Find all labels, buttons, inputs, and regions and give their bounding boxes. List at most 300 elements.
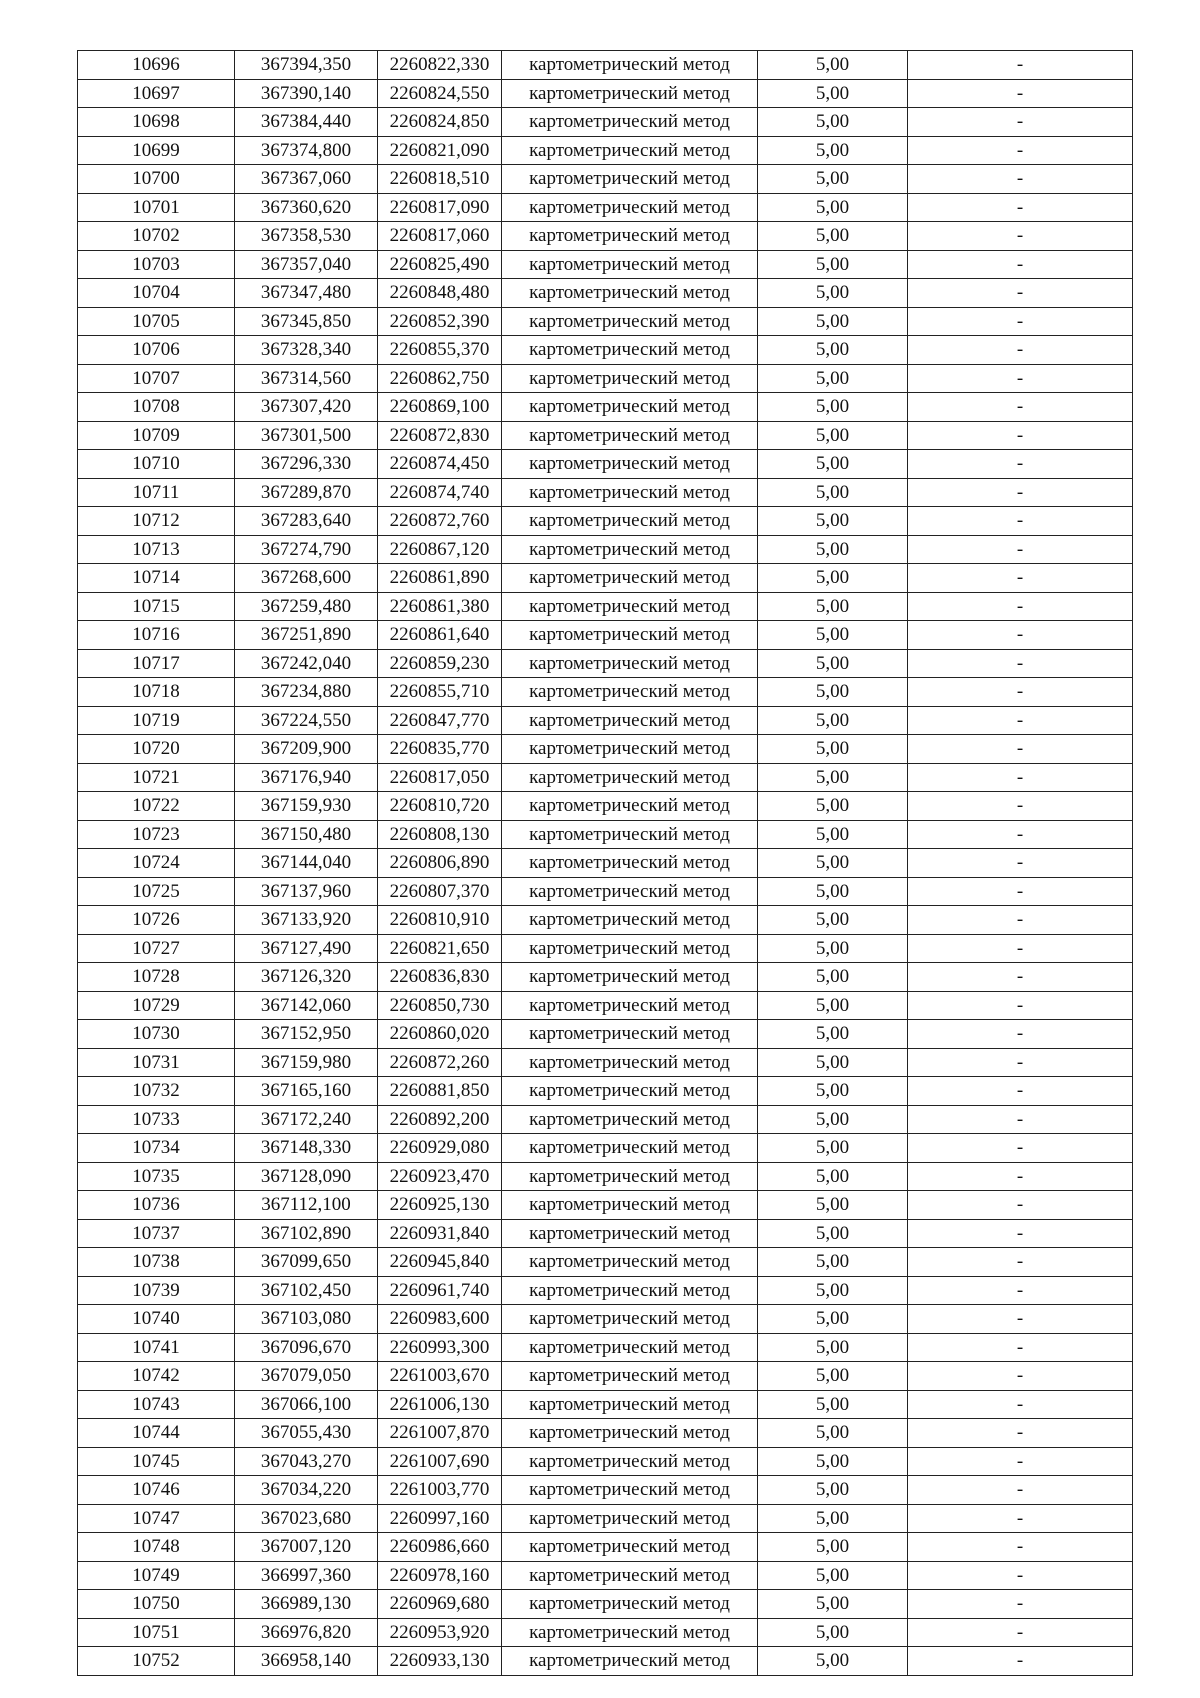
- method-cell: картометрический метод: [502, 564, 758, 593]
- accuracy-cell: 5,00: [758, 336, 908, 365]
- method-cell: картометрический метод: [502, 1333, 758, 1362]
- description-cell: -: [908, 1191, 1133, 1220]
- x-coordinate-cell: 367127,490: [235, 934, 378, 963]
- point-number-cell: 10728: [78, 963, 235, 992]
- table-row: [78, 393, 1133, 422]
- y-coordinate-cell: 2260822,330: [378, 51, 502, 80]
- y-coordinate-cell: 2260945,840: [378, 1248, 502, 1277]
- x-coordinate-cell: 367150,480: [235, 820, 378, 849]
- x-coordinate-cell: 367159,980: [235, 1048, 378, 1077]
- method-cell: картометрический метод: [502, 507, 758, 536]
- y-coordinate-cell: 2260869,100: [378, 393, 502, 422]
- table-row: [78, 51, 1133, 80]
- method-cell: картометрический метод: [502, 51, 758, 80]
- x-coordinate-cell: 367099,650: [235, 1248, 378, 1277]
- point-number-cell: 10708: [78, 393, 235, 422]
- method-cell: картометрический метод: [502, 1590, 758, 1619]
- description-cell: -: [908, 108, 1133, 137]
- description-cell: -: [908, 963, 1133, 992]
- accuracy-cell: 5,00: [758, 1561, 908, 1590]
- method-cell: картометрический метод: [502, 1276, 758, 1305]
- x-coordinate-cell: 367172,240: [235, 1105, 378, 1134]
- x-coordinate-cell: 367102,450: [235, 1276, 378, 1305]
- point-number-cell: 10704: [78, 279, 235, 308]
- point-number-cell: 10705: [78, 307, 235, 336]
- point-number-cell: 10727: [78, 934, 235, 963]
- description-cell: -: [908, 934, 1133, 963]
- y-coordinate-cell: 2260862,750: [378, 364, 502, 393]
- accuracy-cell: 5,00: [758, 763, 908, 792]
- y-coordinate-cell: 2260860,020: [378, 1020, 502, 1049]
- x-coordinate-cell: 367066,100: [235, 1390, 378, 1419]
- accuracy-cell: 5,00: [758, 478, 908, 507]
- point-number-cell: 10714: [78, 564, 235, 593]
- accuracy-cell: 5,00: [758, 991, 908, 1020]
- accuracy-cell: 5,00: [758, 1590, 908, 1619]
- accuracy-cell: 5,00: [758, 1276, 908, 1305]
- y-coordinate-cell: 2260810,720: [378, 792, 502, 821]
- point-number-cell: 10744: [78, 1419, 235, 1448]
- table-row: [78, 678, 1133, 707]
- description-cell: -: [908, 421, 1133, 450]
- y-coordinate-cell: 2260925,130: [378, 1191, 502, 1220]
- y-coordinate-cell: 2260847,770: [378, 706, 502, 735]
- accuracy-cell: 5,00: [758, 1048, 908, 1077]
- x-coordinate-cell: 367347,480: [235, 279, 378, 308]
- description-cell: -: [908, 279, 1133, 308]
- table-row: [78, 906, 1133, 935]
- y-coordinate-cell: 2260986,660: [378, 1533, 502, 1562]
- method-cell: картометрический метод: [502, 421, 758, 450]
- method-cell: картометрический метод: [502, 1419, 758, 1448]
- table-row: [78, 1647, 1133, 1676]
- accuracy-cell: 5,00: [758, 1447, 908, 1476]
- method-cell: картометрический метод: [502, 1134, 758, 1163]
- table-row: [78, 1390, 1133, 1419]
- method-cell: картометрический метод: [502, 1504, 758, 1533]
- x-coordinate-cell: 367328,340: [235, 336, 378, 365]
- accuracy-cell: 5,00: [758, 621, 908, 650]
- table-row: [78, 79, 1133, 108]
- point-number-cell: 10743: [78, 1390, 235, 1419]
- table-row: [78, 849, 1133, 878]
- table-row: [78, 136, 1133, 165]
- y-coordinate-cell: 2260861,380: [378, 592, 502, 621]
- y-coordinate-cell: 2260953,920: [378, 1618, 502, 1647]
- point-number-cell: 10750: [78, 1590, 235, 1619]
- description-cell: -: [908, 1476, 1133, 1505]
- x-coordinate-cell: 367159,930: [235, 792, 378, 821]
- accuracy-cell: 5,00: [758, 1333, 908, 1362]
- method-cell: картометрический метод: [502, 1219, 758, 1248]
- description-cell: -: [908, 991, 1133, 1020]
- description-cell: -: [908, 507, 1133, 536]
- x-coordinate-cell: 367384,440: [235, 108, 378, 137]
- method-cell: картометрический метод: [502, 108, 758, 137]
- accuracy-cell: 5,00: [758, 421, 908, 450]
- accuracy-cell: 5,00: [758, 1362, 908, 1391]
- method-cell: картометрический метод: [502, 792, 758, 821]
- table-row: [78, 934, 1133, 963]
- accuracy-cell: 5,00: [758, 735, 908, 764]
- y-coordinate-cell: 2261003,670: [378, 1362, 502, 1391]
- description-cell: -: [908, 621, 1133, 650]
- accuracy-cell: 5,00: [758, 307, 908, 336]
- table-row: [78, 1618, 1133, 1647]
- accuracy-cell: 5,00: [758, 1504, 908, 1533]
- table-row: [78, 1419, 1133, 1448]
- x-coordinate-cell: 367144,040: [235, 849, 378, 878]
- point-number-cell: 10732: [78, 1077, 235, 1106]
- method-cell: картометрический метод: [502, 222, 758, 251]
- y-coordinate-cell: 2260850,730: [378, 991, 502, 1020]
- accuracy-cell: 5,00: [758, 165, 908, 194]
- point-number-cell: 10725: [78, 877, 235, 906]
- description-cell: -: [908, 1362, 1133, 1391]
- description-cell: -: [908, 1134, 1133, 1163]
- method-cell: картометрический метод: [502, 1533, 758, 1562]
- y-coordinate-cell: 2260867,120: [378, 535, 502, 564]
- table-row: [78, 991, 1133, 1020]
- description-cell: -: [908, 250, 1133, 279]
- x-coordinate-cell: 367096,670: [235, 1333, 378, 1362]
- description-cell: -: [908, 1533, 1133, 1562]
- x-coordinate-cell: 367079,050: [235, 1362, 378, 1391]
- x-coordinate-cell: 366997,360: [235, 1561, 378, 1590]
- method-cell: картометрический метод: [502, 364, 758, 393]
- description-cell: -: [908, 1447, 1133, 1476]
- x-coordinate-cell: 367133,920: [235, 906, 378, 935]
- table-row: [78, 250, 1133, 279]
- x-coordinate-cell: 367390,140: [235, 79, 378, 108]
- table-row: [78, 1191, 1133, 1220]
- description-cell: -: [908, 1333, 1133, 1362]
- accuracy-cell: 5,00: [758, 535, 908, 564]
- point-number-cell: 10739: [78, 1276, 235, 1305]
- accuracy-cell: 5,00: [758, 1305, 908, 1334]
- accuracy-cell: 5,00: [758, 250, 908, 279]
- table-row: [78, 1333, 1133, 1362]
- description-cell: -: [908, 450, 1133, 479]
- x-coordinate-cell: 367374,800: [235, 136, 378, 165]
- y-coordinate-cell: 2260978,160: [378, 1561, 502, 1590]
- point-number-cell: 10749: [78, 1561, 235, 1590]
- y-coordinate-cell: 2260824,550: [378, 79, 502, 108]
- method-cell: картометрический метод: [502, 1447, 758, 1476]
- description-cell: -: [908, 1020, 1133, 1049]
- description-cell: -: [908, 1390, 1133, 1419]
- method-cell: картометрический метод: [502, 849, 758, 878]
- point-number-cell: 10730: [78, 1020, 235, 1049]
- x-coordinate-cell: 366976,820: [235, 1618, 378, 1647]
- method-cell: картометрический метод: [502, 1390, 758, 1419]
- accuracy-cell: 5,00: [758, 934, 908, 963]
- x-coordinate-cell: 367148,330: [235, 1134, 378, 1163]
- method-cell: картометрический метод: [502, 307, 758, 336]
- y-coordinate-cell: 2260836,830: [378, 963, 502, 992]
- accuracy-cell: 5,00: [758, 649, 908, 678]
- x-coordinate-cell: 367023,680: [235, 1504, 378, 1533]
- description-cell: -: [908, 1590, 1133, 1619]
- table-row: [78, 364, 1133, 393]
- accuracy-cell: 5,00: [758, 1390, 908, 1419]
- description-cell: -: [908, 1105, 1133, 1134]
- point-number-cell: 10729: [78, 991, 235, 1020]
- accuracy-cell: 5,00: [758, 450, 908, 479]
- description-cell: -: [908, 364, 1133, 393]
- table-row: [78, 1590, 1133, 1619]
- y-coordinate-cell: 2260892,200: [378, 1105, 502, 1134]
- y-coordinate-cell: 2260861,640: [378, 621, 502, 650]
- description-cell: -: [908, 1419, 1133, 1448]
- y-coordinate-cell: 2260874,450: [378, 450, 502, 479]
- table-row: [78, 1162, 1133, 1191]
- y-coordinate-cell: 2260931,840: [378, 1219, 502, 1248]
- point-number-cell: 10698: [78, 108, 235, 137]
- accuracy-cell: 5,00: [758, 792, 908, 821]
- y-coordinate-cell: 2260861,890: [378, 564, 502, 593]
- method-cell: картометрический метод: [502, 1162, 758, 1191]
- description-cell: -: [908, 165, 1133, 194]
- description-cell: -: [908, 678, 1133, 707]
- accuracy-cell: 5,00: [758, 393, 908, 422]
- method-cell: картометрический метод: [502, 535, 758, 564]
- accuracy-cell: 5,00: [758, 1134, 908, 1163]
- accuracy-cell: 5,00: [758, 963, 908, 992]
- method-cell: картометрический метод: [502, 934, 758, 963]
- y-coordinate-cell: 2260821,650: [378, 934, 502, 963]
- y-coordinate-cell: 2260997,160: [378, 1504, 502, 1533]
- accuracy-cell: 5,00: [758, 364, 908, 393]
- table-row: [78, 792, 1133, 821]
- point-number-cell: 10726: [78, 906, 235, 935]
- y-coordinate-cell: 2260859,230: [378, 649, 502, 678]
- x-coordinate-cell: 367142,060: [235, 991, 378, 1020]
- accuracy-cell: 5,00: [758, 1020, 908, 1049]
- point-number-cell: 10724: [78, 849, 235, 878]
- table-row: [78, 1533, 1133, 1562]
- point-number-cell: 10751: [78, 1618, 235, 1647]
- point-number-cell: 10700: [78, 165, 235, 194]
- point-number-cell: 10748: [78, 1533, 235, 1562]
- point-number-cell: 10703: [78, 250, 235, 279]
- accuracy-cell: 5,00: [758, 1618, 908, 1647]
- description-cell: -: [908, 51, 1133, 80]
- description-cell: -: [908, 535, 1133, 564]
- point-number-cell: 10721: [78, 763, 235, 792]
- y-coordinate-cell: 2260855,710: [378, 678, 502, 707]
- y-coordinate-cell: 2260818,510: [378, 165, 502, 194]
- y-coordinate-cell: 2260881,850: [378, 1077, 502, 1106]
- x-coordinate-cell: 367274,790: [235, 535, 378, 564]
- x-coordinate-cell: 367176,940: [235, 763, 378, 792]
- table-row: [78, 1476, 1133, 1505]
- description-cell: -: [908, 1276, 1133, 1305]
- accuracy-cell: 5,00: [758, 678, 908, 707]
- accuracy-cell: 5,00: [758, 1105, 908, 1134]
- coordinates-table: [77, 50, 1133, 1676]
- description-cell: -: [908, 1248, 1133, 1277]
- y-coordinate-cell: 2261003,770: [378, 1476, 502, 1505]
- accuracy-cell: 5,00: [758, 193, 908, 222]
- point-number-cell: 10706: [78, 336, 235, 365]
- x-coordinate-cell: 367102,890: [235, 1219, 378, 1248]
- x-coordinate-cell: 367055,430: [235, 1419, 378, 1448]
- point-number-cell: 10717: [78, 649, 235, 678]
- y-coordinate-cell: 2260929,080: [378, 1134, 502, 1163]
- y-coordinate-cell: 2260969,680: [378, 1590, 502, 1619]
- point-number-cell: 10712: [78, 507, 235, 536]
- point-number-cell: 10752: [78, 1647, 235, 1676]
- point-number-cell: 10718: [78, 678, 235, 707]
- y-coordinate-cell: 2260817,060: [378, 222, 502, 251]
- x-coordinate-cell: 367268,600: [235, 564, 378, 593]
- accuracy-cell: 5,00: [758, 1533, 908, 1562]
- description-cell: -: [908, 564, 1133, 593]
- y-coordinate-cell: 2260874,740: [378, 478, 502, 507]
- method-cell: картометрический метод: [502, 193, 758, 222]
- point-number-cell: 10702: [78, 222, 235, 251]
- x-coordinate-cell: 367259,480: [235, 592, 378, 621]
- description-cell: -: [908, 649, 1133, 678]
- accuracy-cell: 5,00: [758, 108, 908, 137]
- accuracy-cell: 5,00: [758, 279, 908, 308]
- point-number-cell: 10736: [78, 1191, 235, 1220]
- x-coordinate-cell: 367314,560: [235, 364, 378, 393]
- table-row: [78, 1447, 1133, 1476]
- method-cell: картометрический метод: [502, 478, 758, 507]
- table-row: [78, 478, 1133, 507]
- x-coordinate-cell: 367137,960: [235, 877, 378, 906]
- table-row: [78, 1020, 1133, 1049]
- method-cell: картометрический метод: [502, 649, 758, 678]
- method-cell: картометрический метод: [502, 336, 758, 365]
- table-row: [78, 1561, 1133, 1590]
- method-cell: картометрический метод: [502, 279, 758, 308]
- method-cell: картометрический метод: [502, 165, 758, 194]
- accuracy-cell: 5,00: [758, 1248, 908, 1277]
- accuracy-cell: 5,00: [758, 1419, 908, 1448]
- table-row: [78, 649, 1133, 678]
- point-number-cell: 10710: [78, 450, 235, 479]
- point-number-cell: 10742: [78, 1362, 235, 1391]
- y-coordinate-cell: 2260807,370: [378, 877, 502, 906]
- accuracy-cell: 5,00: [758, 564, 908, 593]
- method-cell: картометрический метод: [502, 1618, 758, 1647]
- description-cell: -: [908, 877, 1133, 906]
- description-cell: -: [908, 1618, 1133, 1647]
- description-cell: -: [908, 592, 1133, 621]
- method-cell: картометрический метод: [502, 1362, 758, 1391]
- description-cell: -: [908, 336, 1133, 365]
- x-coordinate-cell: 367345,850: [235, 307, 378, 336]
- accuracy-cell: 5,00: [758, 1219, 908, 1248]
- method-cell: картометрический метод: [502, 678, 758, 707]
- accuracy-cell: 5,00: [758, 79, 908, 108]
- point-number-cell: 10713: [78, 535, 235, 564]
- x-coordinate-cell: 367394,350: [235, 51, 378, 80]
- method-cell: картометрический метод: [502, 706, 758, 735]
- method-cell: картометрический метод: [502, 250, 758, 279]
- y-coordinate-cell: 2260933,130: [378, 1647, 502, 1676]
- x-coordinate-cell: 366958,140: [235, 1647, 378, 1676]
- method-cell: картометрический метод: [502, 136, 758, 165]
- y-coordinate-cell: 2260848,480: [378, 279, 502, 308]
- accuracy-cell: 5,00: [758, 877, 908, 906]
- point-number-cell: 10734: [78, 1134, 235, 1163]
- x-coordinate-cell: 367152,950: [235, 1020, 378, 1049]
- point-number-cell: 10733: [78, 1105, 235, 1134]
- x-coordinate-cell: 367296,330: [235, 450, 378, 479]
- point-number-cell: 10735: [78, 1162, 235, 1191]
- description-cell: -: [908, 307, 1133, 336]
- y-coordinate-cell: 2261007,870: [378, 1419, 502, 1448]
- y-coordinate-cell: 2260961,740: [378, 1276, 502, 1305]
- description-cell: -: [908, 1219, 1133, 1248]
- description-cell: -: [908, 136, 1133, 165]
- table-row: [78, 535, 1133, 564]
- y-coordinate-cell: 2260806,890: [378, 849, 502, 878]
- x-coordinate-cell: 367357,040: [235, 250, 378, 279]
- description-cell: -: [908, 792, 1133, 821]
- table-row: [78, 1362, 1133, 1391]
- description-cell: -: [908, 763, 1133, 792]
- method-cell: картометрический метод: [502, 79, 758, 108]
- table-row: [78, 1219, 1133, 1248]
- method-cell: картометрический метод: [502, 735, 758, 764]
- y-coordinate-cell: 2260808,130: [378, 820, 502, 849]
- accuracy-cell: 5,00: [758, 849, 908, 878]
- point-number-cell: 10720: [78, 735, 235, 764]
- x-coordinate-cell: 367128,090: [235, 1162, 378, 1191]
- point-number-cell: 10741: [78, 1333, 235, 1362]
- table-row: [78, 706, 1133, 735]
- table-row: [78, 222, 1133, 251]
- description-cell: -: [908, 706, 1133, 735]
- x-coordinate-cell: 367126,320: [235, 963, 378, 992]
- description-cell: -: [908, 393, 1133, 422]
- method-cell: картометрический метод: [502, 1248, 758, 1277]
- point-number-cell: 10738: [78, 1248, 235, 1277]
- accuracy-cell: 5,00: [758, 706, 908, 735]
- description-cell: -: [908, 1647, 1133, 1676]
- table-row: [78, 820, 1133, 849]
- x-coordinate-cell: 367034,220: [235, 1476, 378, 1505]
- method-cell: картометрический метод: [502, 820, 758, 849]
- description-cell: -: [908, 1305, 1133, 1334]
- table-row: [78, 763, 1133, 792]
- point-number-cell: 10737: [78, 1219, 235, 1248]
- y-coordinate-cell: 2260835,770: [378, 735, 502, 764]
- point-number-cell: 10707: [78, 364, 235, 393]
- description-cell: -: [908, 193, 1133, 222]
- method-cell: картометрический метод: [502, 621, 758, 650]
- table-row: [78, 165, 1133, 194]
- description-cell: -: [908, 735, 1133, 764]
- accuracy-cell: 5,00: [758, 592, 908, 621]
- y-coordinate-cell: 2260872,260: [378, 1048, 502, 1077]
- x-coordinate-cell: 367301,500: [235, 421, 378, 450]
- x-coordinate-cell: 367289,870: [235, 478, 378, 507]
- y-coordinate-cell: 2260817,090: [378, 193, 502, 222]
- table-row: [78, 592, 1133, 621]
- table-row: [78, 1248, 1133, 1277]
- point-number-cell: 10699: [78, 136, 235, 165]
- accuracy-cell: 5,00: [758, 136, 908, 165]
- accuracy-cell: 5,00: [758, 1647, 908, 1676]
- point-number-cell: 10746: [78, 1476, 235, 1505]
- y-coordinate-cell: 2261006,130: [378, 1390, 502, 1419]
